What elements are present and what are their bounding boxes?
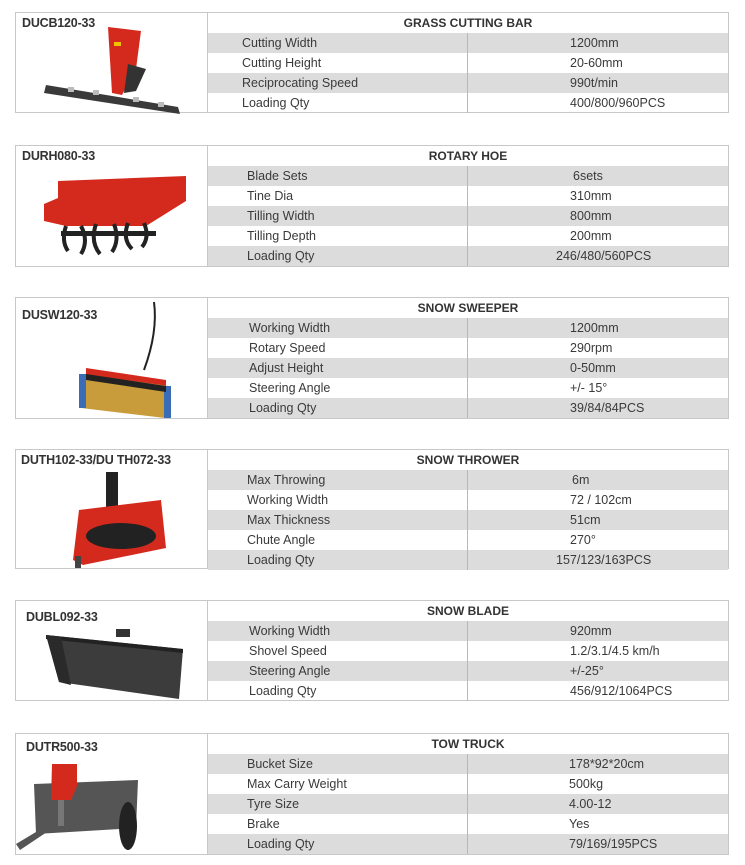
model-number: DUBL092-33 <box>26 610 98 624</box>
spec-row <box>208 246 728 266</box>
spec-value: 4.00-12 <box>569 797 612 811</box>
spec-row <box>208 681 728 701</box>
spec-value: 270° <box>570 533 596 547</box>
spec-value: 500kg <box>569 777 604 791</box>
spec-row <box>208 226 728 246</box>
spec-row <box>208 206 728 226</box>
product-name: TOW TRUCK <box>431 737 505 751</box>
product-image-cell <box>16 298 208 418</box>
spec-label: Steering Angle <box>208 378 468 398</box>
spec-label: Loading Qty <box>208 246 468 266</box>
spec-row <box>208 338 728 358</box>
spec-row <box>208 834 728 854</box>
snow-sweeper-image <box>61 300 181 418</box>
spec-row <box>208 53 728 73</box>
spec-table <box>208 13 728 112</box>
spec-row <box>208 794 728 814</box>
spec-value: 400/800/960PCS <box>570 96 666 110</box>
spec-value: 79/169/195PCS <box>569 837 658 851</box>
spec-label: Reciprocating Speed <box>208 73 468 93</box>
spec-value: 800mm <box>570 209 612 223</box>
spec-row <box>208 550 728 570</box>
product-block-rotary-hoe <box>15 145 729 267</box>
spec-row <box>208 490 728 510</box>
spec-label: Working Width <box>208 621 468 641</box>
product-image-cell <box>16 601 208 700</box>
spec-label: Brake <box>208 814 468 834</box>
spec-table <box>208 450 728 568</box>
spec-row <box>208 814 728 834</box>
spec-label: Tilling Depth <box>208 226 468 246</box>
spec-label: Loading Qty <box>208 681 468 701</box>
spec-value: 310mm <box>570 189 612 203</box>
snow-thrower-image <box>61 470 171 570</box>
product-image-cell <box>16 13 208 112</box>
spec-value: 990t/min <box>570 76 618 90</box>
spec-label: Steering Angle <box>208 661 468 681</box>
spec-label: Cutting Width <box>208 33 468 53</box>
spec-label: Max Thickness <box>208 510 468 530</box>
spec-label: Adjust Height <box>208 358 468 378</box>
spec-value: 920mm <box>570 624 612 638</box>
spec-row <box>208 470 728 490</box>
spec-value: 1200mm <box>570 36 619 50</box>
spec-value: 1200mm <box>570 321 619 335</box>
spec-value: +/- 15° <box>570 381 608 395</box>
grass-cutting-bar-image <box>38 19 198 114</box>
spec-value: 6m <box>572 473 590 487</box>
product-name: SNOW THROWER <box>416 453 520 467</box>
model-number: DUSW120-33 <box>22 308 98 322</box>
spec-label: Rotary Speed <box>208 338 468 358</box>
spec-label: Blade Sets <box>208 166 468 186</box>
spec-row <box>208 73 728 93</box>
spec-label: Working Width <box>208 318 468 338</box>
spec-label: Tyre Size <box>208 794 468 814</box>
spec-label: Max Carry Weight <box>208 774 468 794</box>
spec-row <box>208 754 728 774</box>
spec-row <box>208 33 728 53</box>
tow-truck-image <box>16 756 146 856</box>
product-image-cell <box>16 450 208 568</box>
spec-label: Bucket Size <box>208 754 468 774</box>
spec-row <box>208 186 728 206</box>
spec-label: Tilling Width <box>208 206 468 226</box>
snow-blade-image <box>41 627 191 699</box>
spec-table <box>208 146 728 266</box>
spec-row <box>208 641 728 661</box>
spec-row <box>208 530 728 550</box>
spec-label: Tine Dia <box>208 186 468 206</box>
product-block-snow-thrower <box>15 449 729 569</box>
spec-value: 178*92*20cm <box>569 757 645 771</box>
spec-label: Loading Qty <box>208 398 468 418</box>
spec-value: +/-25° <box>570 664 604 678</box>
product-name: GRASS CUTTING BAR <box>403 16 533 30</box>
model-number: DURH080-33 <box>22 149 96 163</box>
product-block-grass-cutting-bar <box>15 12 729 113</box>
spec-table <box>208 734 728 854</box>
spec-value: 51cm <box>570 513 601 527</box>
product-block-snow-sweeper <box>15 297 729 419</box>
spec-row <box>208 621 728 641</box>
spec-row <box>208 510 728 530</box>
spec-value: 290rpm <box>570 341 613 355</box>
product-image-cell <box>16 146 208 266</box>
spec-label: Loading Qty <box>208 550 468 570</box>
product-block-tow-truck <box>15 733 729 855</box>
product-block-snow-blade <box>15 600 729 701</box>
spec-label: Loading Qty <box>208 834 468 854</box>
model-number: DUCB120-33 <box>22 16 96 30</box>
spec-table <box>208 298 728 418</box>
spec-label: Shovel Speed <box>208 641 468 661</box>
spec-value: 157/123/163PCS <box>556 553 652 567</box>
spec-row <box>208 378 728 398</box>
spec-row <box>208 398 728 418</box>
spec-value: Yes <box>569 817 590 831</box>
spec-value: 1.2/3.1/4.5 km/h <box>570 644 660 658</box>
spec-value: 39/84/84PCS <box>570 401 645 415</box>
spec-row <box>208 774 728 794</box>
spec-label: Chute Angle <box>208 530 468 550</box>
spec-value: 6sets <box>573 169 603 183</box>
rotary-hoe-image <box>36 176 206 266</box>
spec-label: Loading Qty <box>208 93 468 113</box>
spec-value: 456/912/1064PCS <box>570 684 673 698</box>
spec-row <box>208 166 728 186</box>
product-name: SNOW SWEEPER <box>417 301 519 315</box>
spec-row <box>208 661 728 681</box>
spec-label: Working Width <box>208 490 468 510</box>
spec-value: 72 / 102cm <box>570 493 632 507</box>
product-name: SNOW BLADE <box>427 604 509 618</box>
spec-value: 200mm <box>570 229 612 243</box>
spec-label: Max Throwing <box>208 470 468 490</box>
model-number: DUTH102-33/DU TH072-33 <box>21 453 171 467</box>
spec-value: 0-50mm <box>570 361 616 375</box>
spec-table <box>208 601 728 700</box>
spec-value: 20-60mm <box>570 56 623 70</box>
spec-row <box>208 358 728 378</box>
product-image-cell <box>16 734 208 854</box>
spec-label: Cutting Height <box>208 53 468 73</box>
spec-value: 246/480/560PCS <box>556 249 652 263</box>
product-name: ROTARY HOE <box>428 149 508 163</box>
spec-row <box>208 93 728 113</box>
spec-row <box>208 318 728 338</box>
model-number: DUTR500-33 <box>26 740 98 754</box>
